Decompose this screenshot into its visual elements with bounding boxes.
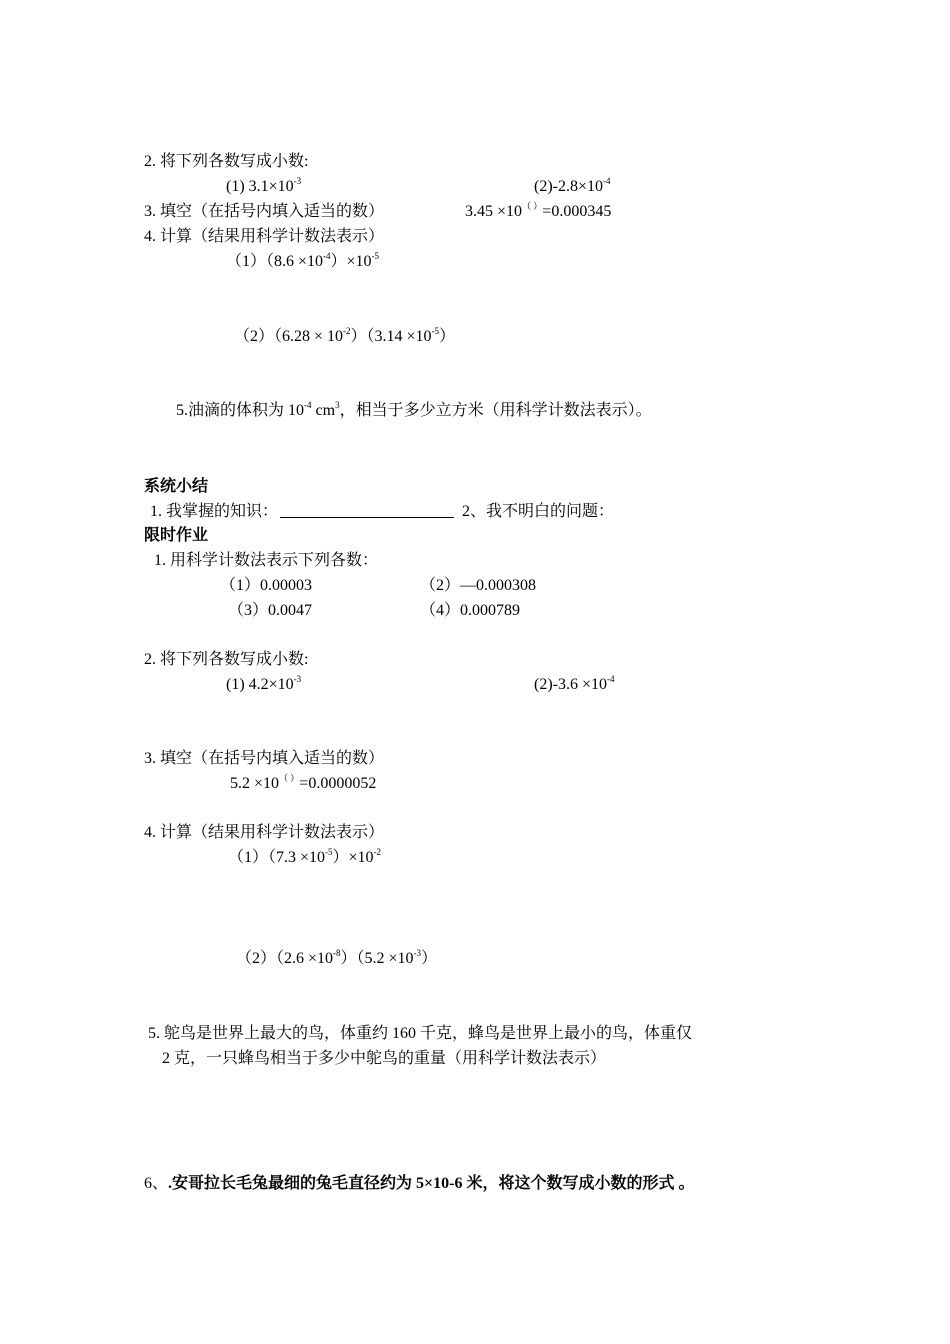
q4-item-2-exp: -2 [343,326,351,336]
hw-q4-item-2-part: ） [421,950,438,967]
q3-expression-base: 3.45 ×10 [465,203,523,220]
hw-q1-item: （2）—0.000308 [420,577,537,594]
q5-text [176,401,652,421]
hw-q3-expression [230,774,376,794]
hw-q1-item: （4）0.000789 [420,602,521,619]
q4-item-2 [234,327,455,347]
hw-q4-item-1-exp: -2 [373,847,382,857]
q4-item-1-part: （1）（8.6 ×10 [226,253,324,270]
answer-blank[interactable] [280,503,454,518]
hw-q6 [144,1174,694,1194]
q5-part: 5.油滴的体积为 10 [176,402,305,419]
q2-item-2-exponent: -4 [603,176,611,186]
q4-item-2-part: ） [439,328,456,345]
hw-q6-text: .安哥拉长毛兔最细的兔毛直径约为 5×10-6 米，将这个数写成小数的形式 。 [168,1175,695,1192]
q2-item-1-exponent: -3 [293,176,302,186]
hw-q4-item-1-exp: -5 [325,847,333,857]
hw-q2-item-2-base: (2)-3.6 ×10 [534,676,608,693]
hw-q2-item-1-exp: -3 [293,674,302,684]
hw-q4-label: 4. 计算（结果用科学计数法表示） [144,824,385,841]
hw-q4-item-2 [236,949,437,969]
hw-q2-item-2-exp: -4 [607,674,615,684]
hw-q5-line-1: 5. 鸵鸟是世界上最大的鸟，体重约 160 千克，蜂鸟是世界上最小的鸟，体重仅 [148,1025,693,1042]
q5-part: ，相当于多少立方米（用科学计数法表示）。 [339,402,652,419]
hw-q1-label: 1. 用科学计数法表示下列各数： [154,552,379,569]
hw-q1-item: （1）0.00003 [220,577,313,594]
q5-unit: cm [311,402,336,419]
summary-heading: 系统小结 [144,478,209,495]
hw-q3-expression-base: 5.2 ×10 [230,775,280,792]
homework-heading: 限时作业 [144,527,209,544]
hw-q4-item-2-part: ）（5.2 ×10 [340,950,414,967]
unknown-label: 2、我不明白的问题： [462,503,615,520]
q4-label: 4. 计算（结果用科学计数法表示） [144,228,385,245]
q2-item-2-base: (2)-2.8×10 [534,178,604,195]
q4-item-2-part: （2）（6.28 × 10 [234,328,344,345]
q3-expression [465,202,611,222]
hw-q4-item-2-exp: -3 [413,948,422,958]
hw-q2-item-1 [226,675,301,695]
hw-q4-item-2-exp: -8 [333,948,341,958]
hw-q3-label: 3. 填空（在括号内填入适当的数） [144,750,385,767]
q4-item-2-part: ）（3.14 ×10 [350,328,432,345]
q2-item-1 [226,177,301,197]
hw-q6-number: 6、 [144,1175,169,1192]
hw-q2-item-1-base: (1) 4.2×10 [226,676,294,693]
q4-item-1 [226,252,379,272]
q3-blank-exponent: （ ） [522,201,543,211]
known-label: 1. 我掌握的知识： [150,503,279,520]
q2-item-2 [534,177,611,197]
q2-item-1-base: (1) 3.1×10 [226,178,294,195]
hw-q4-item-2-part: （2）（2.6 ×10 [236,950,334,967]
hw-q2-item-2 [534,675,615,695]
q5-unit-exp: 3 [335,400,340,410]
hw-q1-item: （3）0.0047 [228,602,313,619]
hw-q3-blank-exponent: （ ） [279,773,300,783]
q3-label: 3. 填空（在括号内填入适当的数） [144,203,385,220]
hw-q2-label: 2. 将下列各数写成小数: [144,651,309,668]
q4-item-2-exp: -5 [431,326,440,336]
q4-item-1-exp: -5 [371,251,380,261]
hw-q5-line-2: 2 克，一只蜂鸟相当于多少中鸵鸟的重量（用科学计数法表示） [162,1050,607,1067]
q5-exp: -4 [304,400,312,410]
hw-q4-item-1-part: ）×10 [332,849,374,866]
q3-expression-result: =0.000345 [542,203,612,220]
q2-label: 2. 将下列各数写成小数: [144,153,309,170]
hw-q3-expression-result: =0.0000052 [299,775,377,792]
hw-q4-item-1-part: （1）（7.3 ×10 [228,849,326,866]
q4-item-1-part: ）×10 [330,253,372,270]
q4-item-1-exp: -4 [323,251,331,261]
summary-line [150,502,614,522]
hw-q4-item-1 [228,848,381,868]
